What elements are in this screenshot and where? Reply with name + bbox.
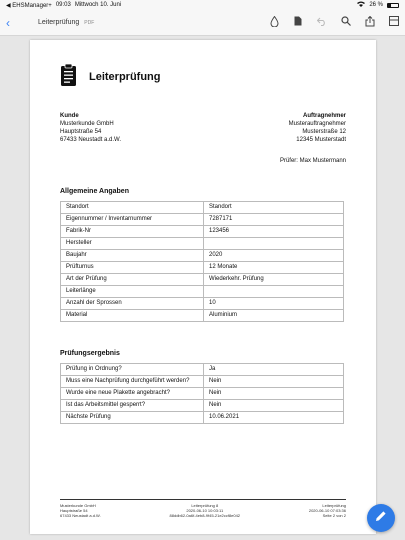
row-label: Material — [61, 310, 204, 322]
auftragnehmer-line: 12345 Musterstadt — [296, 137, 346, 143]
row-value: Nein — [204, 376, 344, 388]
pencil-icon — [375, 509, 387, 527]
footer-line: Musterkunde GmbH — [60, 503, 96, 508]
back-to-app[interactable]: ◀ EHSManager+ — [6, 2, 52, 9]
document-type: PDF — [84, 19, 95, 26]
table-row — [61, 274, 344, 286]
table-row — [61, 286, 344, 298]
back-chevron-icon[interactable]: ‹ — [6, 15, 10, 30]
table-row — [61, 202, 344, 214]
status-date: Mittwoch 10. Juni — [74, 1, 122, 8]
footer-left — [60, 503, 101, 518]
row-label: Fabrik-Nr — [61, 226, 204, 238]
row-label: Standort — [61, 202, 204, 214]
clipboard-icon — [60, 63, 77, 92]
table-row — [61, 364, 344, 376]
table-row — [61, 376, 344, 388]
footer-line: Hauptstraße 54 — [60, 508, 88, 513]
pdf-page — [30, 40, 376, 534]
row-value: Nein — [204, 388, 344, 400]
row-value: Standort — [204, 202, 344, 214]
footer-line: 2020-06-10 07:03:36 — [308, 508, 346, 513]
status-time: 09:03 — [55, 1, 71, 8]
result-heading: Prüfungsergebnis — [60, 350, 120, 357]
auftragnehmer-line: Musterstraße 12 — [302, 129, 346, 135]
row-label: Anzahl der Sprossen — [61, 298, 204, 310]
row-label: Nächste Prüfung — [61, 412, 204, 424]
edit-button[interactable] — [367, 504, 395, 532]
row-value — [204, 238, 344, 250]
kunde-block — [60, 112, 121, 144]
row-value: 10.06.2021 — [204, 412, 344, 424]
row-label: Baujahr — [61, 250, 204, 262]
footer-line: Leiterprüfung 8 — [191, 503, 219, 508]
battery-icon — [387, 3, 399, 8]
row-label: Eigennummer / Inventarnummer — [61, 214, 204, 226]
row-label: Wurde eine neue Plakette angebracht? — [61, 388, 204, 400]
table-row — [61, 400, 344, 412]
row-value: Wiederkehr. Prüfung — [204, 274, 344, 286]
footer-line: 2020-06-10 10:03:11 — [186, 508, 224, 513]
auftragnehmer-block — [289, 112, 346, 144]
kunde-line: 67433 Neustadt a.d.W. — [60, 137, 122, 143]
parties-block — [60, 112, 346, 144]
kunde-heading: Kunde — [60, 113, 79, 119]
row-label: Ist das Arbeitsmittel gesperrt? — [61, 400, 204, 412]
search-icon[interactable] — [341, 16, 351, 29]
footer-line: 67433 Neustadt a.d.W. — [60, 513, 101, 518]
row-value — [204, 286, 344, 298]
drop-icon[interactable] — [269, 16, 279, 30]
row-value: 12 Monate — [204, 262, 344, 274]
table-row — [61, 214, 344, 226]
general-table — [60, 201, 344, 322]
general-heading: Allgemeine Angaben — [60, 188, 129, 195]
wifi-icon — [357, 1, 365, 9]
row-label: Art der Prüfung — [61, 274, 204, 286]
table-row — [61, 298, 344, 310]
page-footer — [60, 499, 346, 518]
footer-line: 88ddb62-0a6f-4eb8-9f45-21e2ccf8e042 — [169, 513, 241, 518]
table-row — [61, 310, 344, 322]
page-title: Leiterprüfung — [89, 71, 161, 83]
document-icon[interactable] — [293, 16, 303, 29]
document-title: Leiterprüfung — [38, 19, 80, 26]
table-row — [61, 238, 344, 250]
row-value: 10 — [204, 298, 344, 310]
row-label: Prüfturnus — [61, 262, 204, 274]
table-row — [61, 250, 344, 262]
row-value: Ja — [204, 364, 344, 376]
row-label: Leiterlänge — [61, 286, 204, 298]
auftragnehmer-line: Musterauftragnehmer — [288, 121, 346, 127]
table-row — [61, 262, 344, 274]
share-icon[interactable] — [365, 16, 375, 30]
row-label: Muss eine Nachprüfung durchgeführt werden? — [61, 376, 204, 388]
row-label: Hersteller — [61, 238, 204, 250]
status-bar — [0, 0, 405, 10]
table-row — [61, 226, 344, 238]
row-label: Prüfung in Ordnung? — [61, 364, 204, 376]
pdf-toolbar — [0, 10, 405, 36]
table-row — [61, 388, 344, 400]
document-header — [60, 62, 346, 92]
row-value: 7287171 — [204, 214, 344, 226]
row-value: Aluminium — [204, 310, 344, 322]
kunde-line: Hauptstraße 54 — [60, 129, 102, 135]
battery-percent: 26 % — [369, 2, 383, 8]
result-table — [60, 363, 344, 424]
row-value: Nein — [204, 400, 344, 412]
row-value: 123456 — [204, 226, 344, 238]
footer-right — [309, 503, 346, 518]
table-row — [61, 412, 344, 424]
row-value: 2020 — [204, 250, 344, 262]
grid-icon[interactable] — [389, 16, 399, 29]
auftragnehmer-heading: Auftragnehmer — [302, 113, 346, 119]
kunde-line: Musterkunde GmbH — [60, 121, 114, 127]
footer-line: Leiterprüfung — [322, 503, 346, 508]
undo-icon[interactable] — [317, 17, 327, 29]
pruefer-label: Prüfer: Max Mustermann — [279, 158, 346, 164]
footer-line: Seite 2 von 2 — [322, 513, 346, 518]
footer-center — [170, 503, 241, 518]
